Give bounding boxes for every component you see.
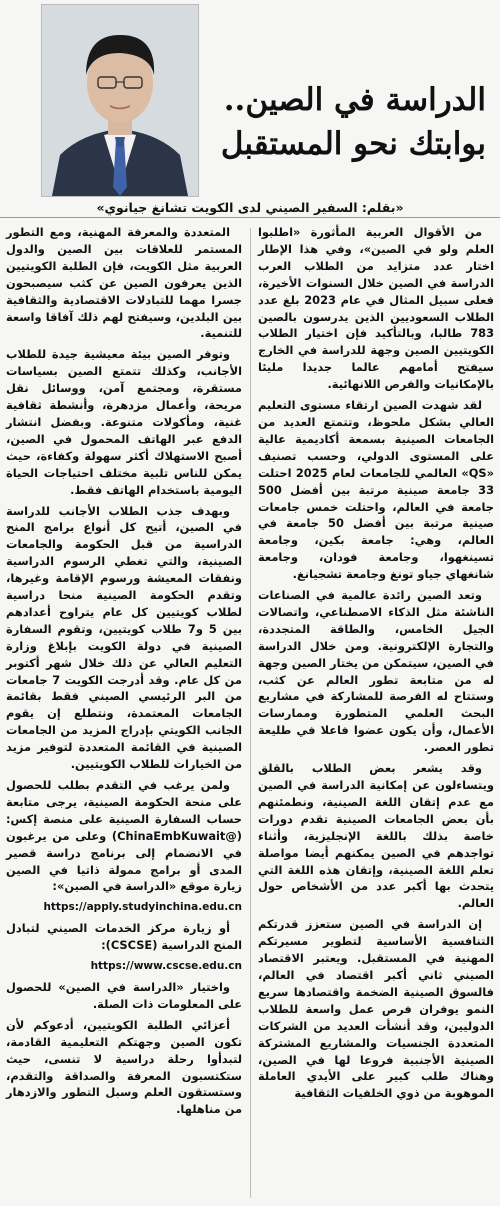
article-header (0, 0, 500, 222)
paragraph: المتعددة والمعرفة المهنية، ومع التطور المستمر للعلاقات بين الصين والدول العربية مثل الكويت، فإن الطلبة الكويتيين الذين يعرفون الصين عن كثب سيصبحون جسرا مهما للتبادلات الاقتصادية والثقافية بين البلدين، وسيفتح لهم ذلك آفاقا واسعة للتنمية. (6, 225, 242, 341)
paragraph: وتعد الصين رائدة عالمية في الصناعات الناشئة مثل الذكاء الاصطناعي، واتصالات الجيل الخامس، والطاقة المتجددة، والتجارة الإلكترونية. ومن خلال الدراسة في الصين، سيتمكن من يختار الصين وجهة له من متابعة تطور العالم عن كثب، وستتاح له الفرصة للمشاركة في مشاريع البحث العلمي المتطورة وممارسات الأعمال، وأن يكون عضوا فاعلا في طليعة تطور العصر. (258, 588, 494, 755)
column-left (6, 224, 242, 1204)
paragraph: من الأقوال العربية المأثورة «اطلبوا العلم ولو في الصين»، وفي هذا الإطار اختار عدد متزايد من الطلاب العرب الدراسة في الصين خلال السنوات الأخيرة، فعلى سبيل المثال في عام 2023 بلغ عدد الطلاب السعوديين الذين يدرسون بالصين 783 طالبا، وبالتأكيد فإن اختيار الطلاب الكويتيين الصين وجهة للدراسة في الخارج سيفتح أمامهم عالما جديدا مليئا بالإمكانيات والفرص اللانهائية. (258, 225, 494, 392)
paragraph: وبهدف جذب الطلاب الأجانب للدراسة في الصين، أتيح كل أنواع برامج المنح الدراسية من قبل الحكومة والجامعات الصينية، والتي تغطي الرسوم الدراسية ونفقات المعيشة ورسوم الإقامة وغيرها، وتقدم الحكومة الصينية منحا دراسية لطلاب كويتيين كل عام يتراوح أعدادهم بين 5 و7 طلاب كويتيين، وتقوم السفارة الصينية في دولة الكويت بإبلاغ وزارة التعليم العالي عن ذلك خلال شهر أكتوبر من كل عام. وقد أدرجت الكويت 7 جامعات من البر الرئيسي الصيني فقط بقائمة الجامعات المعتمدة، ونتطلع إن يقوم الجانب الكويتي بإدراج المزيد من الجامعات الصينية في القائمة المتعددة لتوفير مزيد من الخيارات للطلاب الكويتيين. (6, 503, 242, 772)
cscse-link[interactable]: https://www.cscse.edu.cn (90, 960, 242, 973)
paragraph: أو زيارة مركز الخدمات الصيني لتبادل المنح الدراسية (CSCSE): (6, 921, 242, 953)
paragraph: أعزائي الطلبة الكويتيين، أدعوكم لأن تكون الصين وجهتكم التعليمية القادمة، لتبدأوا رحلة دراسية لا تنسى، حيث ستكتسبون المعرفة والصداقة والتقدم، وستستقون العلم وسبل التطور والازدهار من مناهلها. (6, 1017, 242, 1117)
article-headline (216, 78, 486, 166)
paragraph: لقد شهدت الصين ارتقاء مستوى التعليم العالي بشكل ملحوظ، وتتمتع العديد من الجامعات الصينية بسمعة أكاديمية عالية على المستوى الدولي، وحسب تصنيف «QS» العالمي للجامعات لعام 2025 احتلت 33 جامعة صينية مرتبة بين أفضل 500 جامعة في العالم، واحتلت خمس جامعات صينية مرتبة بين أفضل 50 جامعة في العالم، وهي: جامعة بكين، وجامعة تسينغهوا، وجامعة فودان، وجامعة شانغهاي جياو تونغ وجامعة تشجيانغ. (258, 398, 494, 582)
ambassador-portrait (41, 4, 199, 197)
headline-line-1: الدراسة في الصين.. (223, 82, 486, 118)
byline-bar (0, 197, 500, 218)
studyinchina-link[interactable]: https://apply.studyinchina.edu.cn (43, 901, 242, 914)
paragraph: وتوفر الصين بيئة معيشية جيدة للطلاب الأجانب، وكذلك تتمتع الصين بسياسات مستقرة، ومجتمع آمن، ووسائل نقل مريحة، وأعمال مزدهرة، وأنشطة ثقافية غنية، ومأكولات متنوعة. وبفضل انتشار الدفع عبر الهاتف المحمول في الصين، أصبح الاستهلاك أكثر سهولة وكفاءة، حيث يمكن للناس تلبية مختلف احتياجات الحياة اليومية باستخدام الهاتف فقط. (6, 347, 242, 497)
paragraph: ولمن يرغب في التقدم بطلب للحصول على منحة الحكومة الصينية، يرجى متابعة حساب السفارة الصينية على منصة إكس: (@ChinaEmbKuwait) وعلى من يرغبون في الانضمام إلى برنامج دراسة قصير المدى أو برامج ممولة ذاتيا في الصين زيارة موقع «الدراسة في الصين»: (6, 778, 242, 894)
paragraph: واختيار «الدراسة في الصين» للحصول على المعلومات ذات الصلة. (6, 979, 242, 1011)
portrait-drawing (42, 5, 198, 196)
paragraph: إن الدراسة في الصين ستعزز قدرتكم التنافسية الأساسية لتطوير مسيرتكم المهنية في المستقبل. ويعتبر الاقتصاد الصيني ثاني أكبر اقتصاد في العالم، فالسوق الصينية الضخمة واقتصادها سريع النمو يوفران فرص عمل واسعة للطلاب الدوليين، وقد أنشأت العديد من الشركات المتعددة الجنسيات والمشاريع المشتركة الصينية الأجنبية فروعا لها في الصين، وهناك طلب كبير على الأيدي العاملة الموهوبة من ذوي الخلفيات الثقافية (258, 917, 494, 1101)
headline-line-2: بوابتك نحو المستقبل (220, 126, 486, 162)
article-body (6, 224, 494, 1204)
paragraph: وقد يشعر بعض الطلاب بالقلق ويتساءلون عن إمكانية الدراسة في الصين مع عدم إتقان اللغة الصينية، ونطمئنهم بأن بعض الجامعات الصينية تقدم دورات خاصة بذلك باللغة الإنجليزية، وأثناء تواجدهم في الصين يمكنهم أيضا مواصلة تعلم اللغة الصينية، وإتقان هذه اللغة التي يتحدث بها أكبر عدد من الأشخاص حول العالم. (258, 761, 494, 911)
article-byline: «بقلم: السفير الصيني لدى الكويت تشانغ جيانوي» (96, 200, 404, 215)
column-right (258, 224, 494, 1204)
